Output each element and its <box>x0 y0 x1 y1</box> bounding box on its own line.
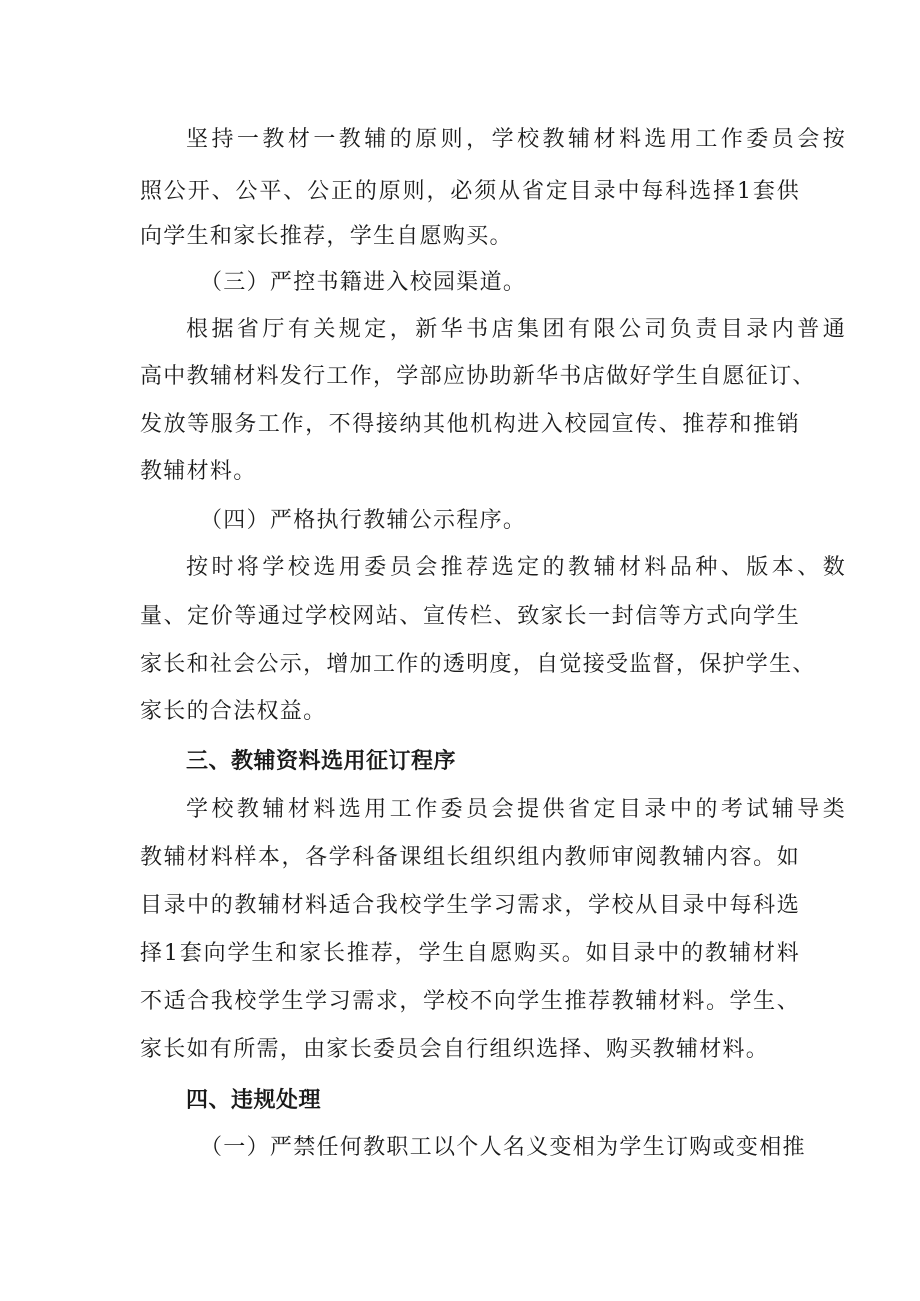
paragraph-line: 按时将学校选用委员会推荐选定的教辅材料品种、版本、数 <box>186 555 846 580</box>
paragraph-line: 根据省厅有关规定，新华书店集团有限公司负责目录内普通 <box>186 317 846 342</box>
paragraph-line: 家长的合法权益。 <box>140 699 327 724</box>
paragraph-line: 量、定价等通过学校网站、宣传栏、致家长一封信等方式向学生 <box>140 604 800 629</box>
paragraph-line: 择1套向学生和家长推荐，学生自愿购买。如目录中的教辅材料 <box>140 941 800 966</box>
section-heading: 三、教辅资料选用征订程序 <box>186 749 457 774</box>
paragraph-line: 家长和社会公示，增加工作的透明度，自觉接受监督，保护学生、 <box>140 652 816 677</box>
paragraph-line: 照公开、公平、公正的原则，必须从省定目录中每科选择1套供 <box>140 179 800 204</box>
paragraph-line: 目录中的教辅材料适合我校学生学习需求，学校从目录中每科选 <box>140 893 800 918</box>
paragraph-line: 发放等服务工作，不得接纳其他机构进入校园宣传、推荐和推销 <box>140 412 800 437</box>
subsection-heading: （三）严控书籍进入校园渠道。 <box>200 270 527 295</box>
paragraph-line: （一）严禁任何教职工以个人名义变相为学生订购或变相推 <box>200 1135 806 1160</box>
paragraph-line: 学校教辅材料选用工作委员会提供省定目录中的考试辅导类 <box>186 797 846 822</box>
paragraph-line: 教辅材料。 <box>140 459 257 484</box>
paragraph-line: 教辅材料样本，各学科备课组长组织组内教师审阅教辅内容。如 <box>140 845 800 870</box>
section-heading: 四、违规处理 <box>186 1088 322 1113</box>
paragraph-line: 不适合我校学生学习需求，学校不向学生推荐教辅材料。学生、 <box>140 989 800 1014</box>
paragraph-line: 坚持一教材一教辅的原则，学校教辅材料选用工作委员会按 <box>186 127 846 152</box>
subsection-heading: （四）严格执行教辅公示程序。 <box>200 508 527 533</box>
paragraph-line: 家长如有所需，由家长委员会自行组织选择、购买教辅材料。 <box>140 1037 770 1062</box>
paragraph-line: 高中教辅材料发行工作，学部应协助新华书店做好学生自愿征订、 <box>140 364 816 389</box>
paragraph-line: 向学生和家长推荐，学生自愿购买。 <box>140 224 513 249</box>
